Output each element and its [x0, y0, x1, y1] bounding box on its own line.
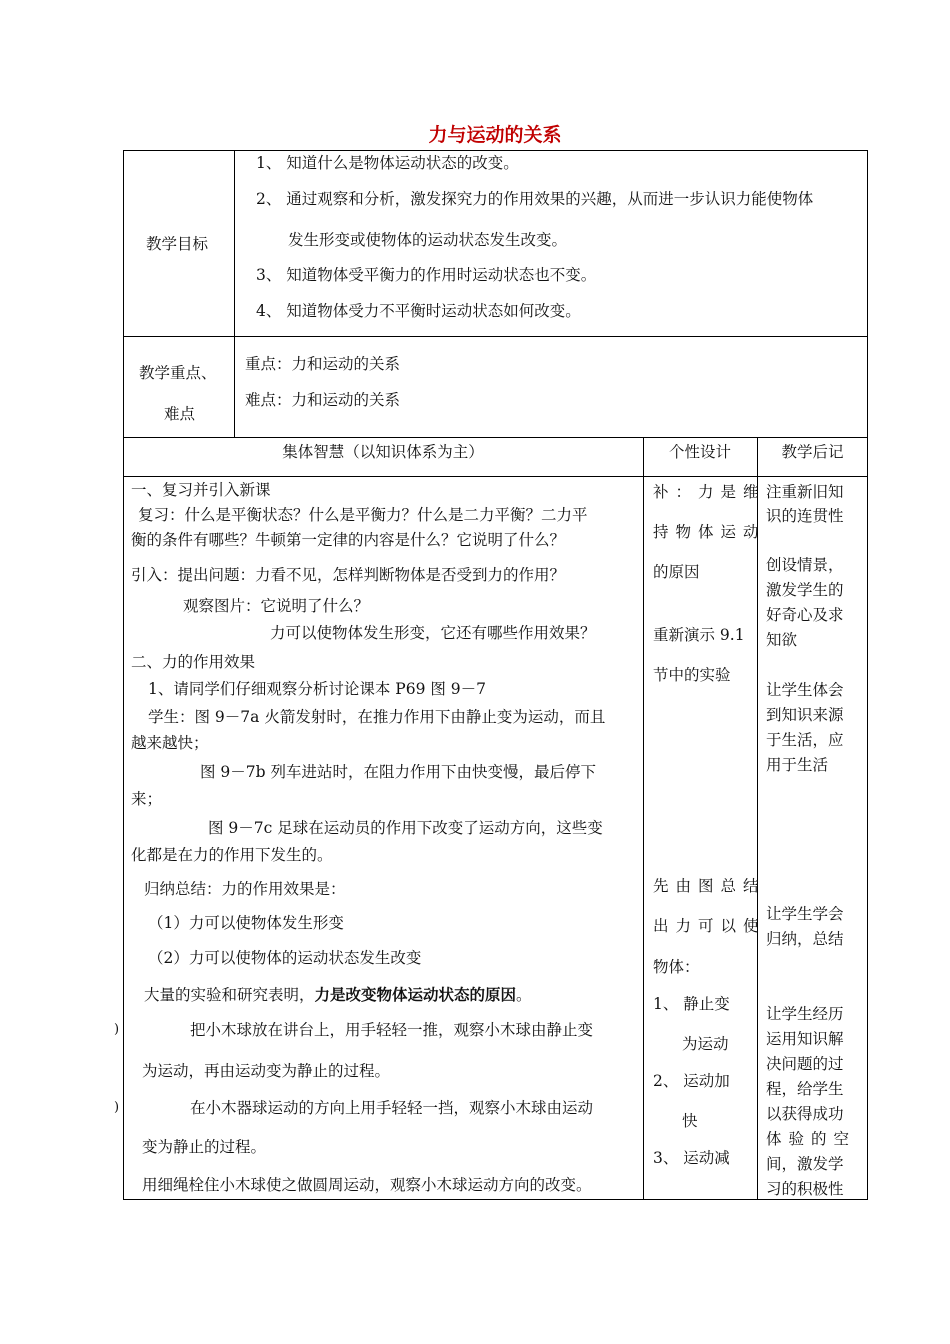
- header-personal: 个性设计: [668, 443, 731, 461]
- personal-line: 先由图总结: [653, 877, 766, 895]
- notes-line: 归纳，总结: [766, 930, 844, 948]
- focus-label: 教学重点、: [139, 364, 217, 382]
- notes-line: 程，给学生: [766, 1080, 844, 1098]
- notes-line: 好奇心及求: [766, 606, 844, 624]
- main-line: [144, 985, 532, 1005]
- goal-item: 2、 通过观察和分析，激发探究力的作用效果的兴趣，从而进一步认识力能使物体: [256, 190, 814, 208]
- column-divider: [757, 437, 758, 1200]
- header-main: 集体智慧（以知识体系为主）: [282, 443, 484, 461]
- focus-difficult: 难点：力和运动的关系: [245, 391, 401, 409]
- notes-line: 决问题的过: [766, 1055, 844, 1073]
- personal-line: 补：力是维: [653, 483, 766, 501]
- goal-item: 3、 知道物体受平衡力的作用时运动状态也不变。: [256, 266, 597, 284]
- notes-line: 激发学生的: [766, 581, 844, 599]
- header-notes: 教学后记: [781, 443, 844, 461]
- notes-line: 体验的空: [766, 1130, 857, 1148]
- notes-line: 知欲: [766, 631, 798, 649]
- notes-line: 到知识来源: [766, 706, 844, 724]
- goal-item: 1、 知道什么是物体运动状态的改变。: [256, 154, 519, 172]
- main-line: 引入：提出问题：力看不见，怎样判断物体是否受到力的作用？: [131, 566, 566, 584]
- notes-line: 间，激发学: [766, 1155, 844, 1173]
- personal-line: 快: [682, 1112, 698, 1130]
- main-line: 化都是在力的作用下发生的。: [131, 846, 333, 864]
- goal-item: 4、 知道物体受力不平衡时运动状态如何改变。: [256, 302, 581, 320]
- personal-line: 节中的实验: [653, 666, 731, 684]
- notes-line: 让学生经历: [766, 1005, 844, 1023]
- main-line: 越来越快；: [131, 734, 209, 752]
- main-line: 把小木球放在讲台上，用手轻轻一推，观察小木球由静止变: [190, 1021, 594, 1039]
- page-title: 力与运动的关系: [428, 124, 562, 146]
- main-line: 力可以使物体发生形变，它还有哪些作用效果？: [270, 624, 596, 642]
- personal-line: 出力可以使: [653, 917, 766, 935]
- main-line-tail: 。: [516, 986, 532, 1004]
- main-line: 用细绳栓住小木球使之做圆周运动，观察小木球运动方向的改变。: [142, 1176, 592, 1194]
- personal-line: 持物体运动: [653, 523, 766, 541]
- main-line: 复习：什么是平衡状态？什么是平衡力？什么是二力平衡？二力平: [138, 506, 588, 524]
- notes-line: 以获得成功: [766, 1105, 844, 1123]
- notes-line: 运用知识解: [766, 1030, 844, 1048]
- main-line: （2）力可以使物体的运动状态发生改变: [148, 949, 422, 967]
- focus-key: 重点：力和运动的关系: [245, 355, 401, 373]
- notes-line: 创设情景，: [766, 556, 844, 574]
- main-line: 学生：图 9－7a 火箭发射时，在推力作用下由静止变为运动，而且: [148, 708, 606, 726]
- goals-label: 教学目标: [146, 235, 209, 253]
- margin-mark: ): [114, 1022, 120, 1037]
- personal-line: 1、 静止变: [653, 995, 730, 1013]
- main-line: 为运动，再由运动变为静止的过程。: [142, 1062, 391, 1080]
- notes-line: 让学生学会: [766, 905, 844, 923]
- main-line: 二、力的作用效果: [131, 653, 256, 671]
- main-line: 一、复习并引入新课: [131, 481, 271, 499]
- focus-label: 难点: [164, 405, 196, 423]
- main-line: 观察图片：它说明了什么？: [183, 597, 370, 615]
- notes-line: 注重新旧知: [766, 483, 844, 501]
- main-line: （1）力可以使物体发生形变: [148, 914, 344, 932]
- main-line-emphasis: 力是改变物体运动状态的原因: [314, 985, 517, 1004]
- notes-line: 用于生活: [766, 756, 829, 774]
- notes-line: 让学生体会: [766, 681, 844, 699]
- personal-line: 物体：: [653, 958, 700, 976]
- main-line: 在小木器球运动的方向上用手轻轻一挡，观察小木球由运动: [190, 1099, 594, 1117]
- notes-line: 识的连贯性: [766, 507, 844, 525]
- goal-item: 发生形变或使物体的运动状态发生改变。: [288, 231, 568, 249]
- notes-line: 于生活，应: [766, 731, 844, 749]
- personal-line: 为运动: [682, 1035, 729, 1053]
- main-line: 1、请同学们仔细观察分析讨论课本 P69 图 9－7: [148, 680, 487, 698]
- main-line: 变为静止的过程。: [142, 1138, 267, 1156]
- personal-line: 的原因: [653, 563, 700, 581]
- main-line: 衡的条件有哪些？牛顿第一定律的内容是什么？它说明了什么？: [131, 531, 566, 549]
- main-line-lead: 大量的实验和研究表明，: [144, 986, 315, 1004]
- main-line: 图 9－7b 列车进站时，在阻力作用下由快变慢，最后停下: [200, 763, 597, 781]
- column-divider: [234, 150, 235, 437]
- main-line: 图 9－7c 足球在运动员的作用下改变了运动方向，这些变: [208, 819, 603, 837]
- main-line: 归纳总结：力的作用效果是：: [144, 880, 346, 898]
- notes-line: 习的积极性: [766, 1180, 844, 1198]
- main-line: 来；: [131, 790, 163, 808]
- personal-line: 重新演示 9.1: [653, 626, 745, 644]
- personal-line: 2、 运动加: [653, 1072, 730, 1090]
- margin-mark: ): [114, 1100, 120, 1115]
- column-divider: [643, 437, 644, 1200]
- personal-line: 3、 运动减: [653, 1149, 730, 1167]
